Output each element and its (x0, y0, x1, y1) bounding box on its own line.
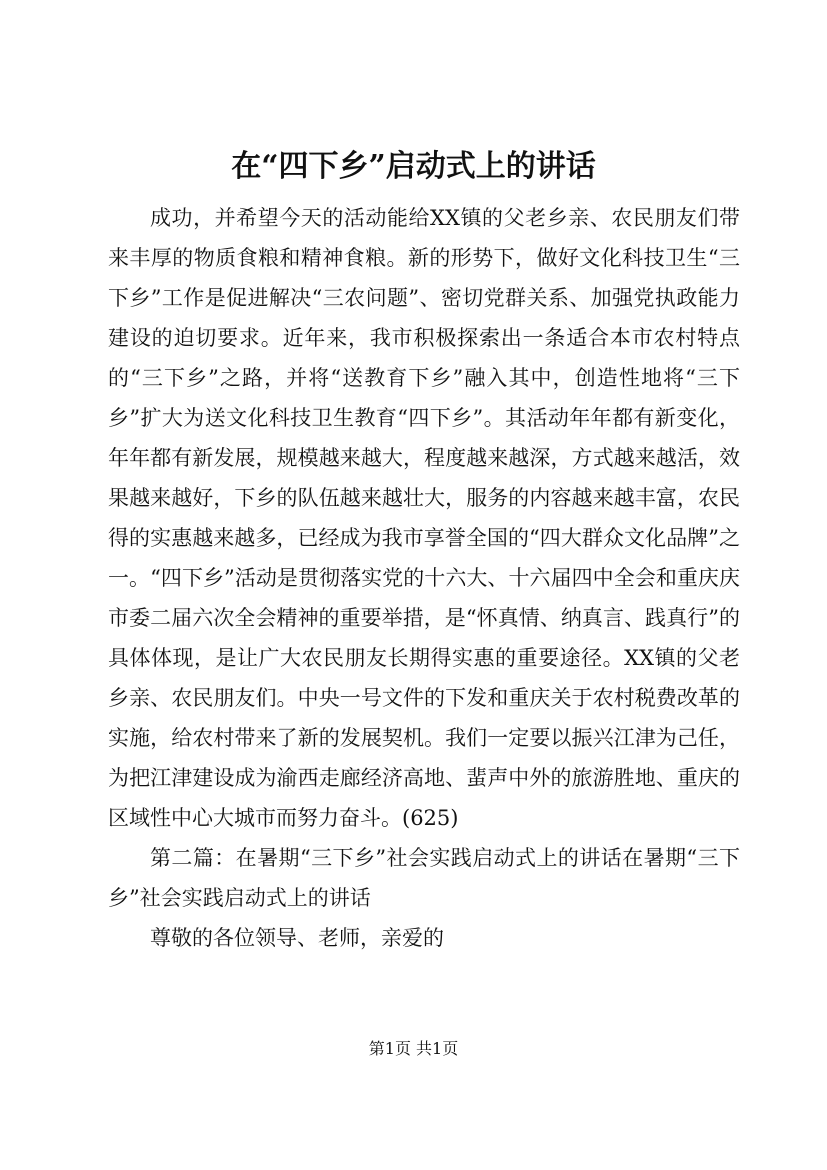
document-body (108, 198, 740, 958)
page-footer: 第1页 共1页 (368, 1039, 459, 1058)
paragraph: 尊敬的各位领导、老师，亲爱的 (150, 926, 444, 950)
document-title: 在“四下乡”启动式上的讲话 (231, 149, 596, 184)
paragraph: 成功，并希望今天的活动能给XX镇的父老乡亲、农民朋友们带来丰厚的物质食粮和精神食粮。新的形势下，做好文化科技卫生“三下乡”工作是促进解决“三农问题”、密切党群关系、加强党执政能力建设的迫切要求。近年来，我市积极探索出一条适合本市农村特点的“三下乡”之路，并将“送教育下乡”融入其中，创造性地将“三下乡”扩大为送文化科技卫生教育“四下乡”。其活动年年都有新变化，年年都有新发展，规模越来越大，程度越来越深，方式越来越活，效果越来越好，下乡的队伍越来越壮大，服务的内容越来越丰富，农民得的实惠越来越多，已经成为我市享誉全国的“四大群众文化品牌”之一。“四下乡”活动是贯彻落实党的十六大、十六届四中全会和重庆庆市委二届六次全会精神的重要举措，是“怀真情、纳真言、践真行”的具体体现，是让广大农民朋友长期得实惠的重要途径。XX镇的父老乡亲、农民朋友们。中央一号文件的下发和重庆关于农村税费改革的实施，给农村带来了新的发展契机。我们一定要以振兴江津为己任，为把江津建设成为渝西走廊经济高地、蜚声中外的旅游胜地、重庆的区域性中心大城市而努力奋斗。(625) (108, 206, 740, 830)
paragraph: 第二篇：在暑期“三下乡”社会实践启动式上的讲话在暑期“三下乡”社会实践启动式上的讲话 (108, 846, 740, 910)
